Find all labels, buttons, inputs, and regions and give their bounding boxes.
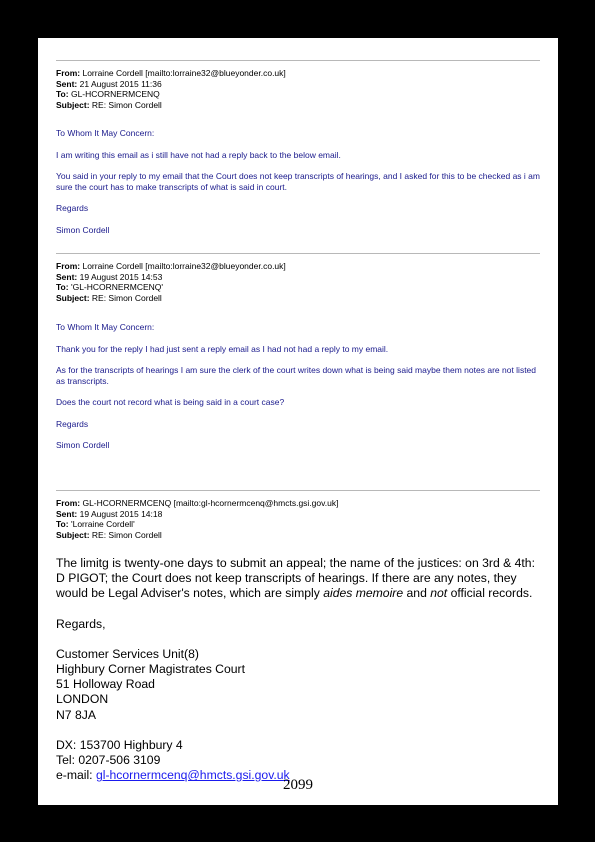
signature: Simon Cordell — [56, 440, 110, 450]
to-value: 'Lorraine Cordell' — [70, 519, 135, 529]
body-text: The limitg is twenty-one days to submit an appeal; the name of the justices: on 3rd & 4th: D PIGOT; the Court does not keep transcripts of hearings. If there are any notes, they would be Legal Adviser's notes, which are simply — [56, 556, 535, 601]
closing: Regards, — [56, 616, 106, 631]
page-number: 2099 — [283, 777, 313, 793]
sent-value: 19 August 2015 14:18 — [79, 508, 163, 519]
address-line: 51 Holloway Road — [56, 677, 155, 692]
sent-label: Sent: — [56, 78, 78, 89]
to-label: To: — [56, 89, 69, 99]
body-paragraph: I am writing this email as i still have not had a reply back to the below email. — [56, 149, 341, 160]
body-text: and — [403, 586, 431, 601]
divider-email-2 — [56, 253, 540, 254]
body-emphasis: not — [430, 586, 448, 601]
dx-line: DX: 153700 Highbury 4 — [56, 737, 183, 752]
body-paragraph: Does the court not record what is being said in a court case? — [56, 397, 285, 407]
sent-value: 19 August 2015 14:53 — [79, 271, 163, 282]
from-value: Lorraine Cordell [mailto:lorraine32@blueyonder.co.uk] — [82, 68, 286, 78]
email-1-header — [56, 68, 540, 110]
sent-label: Sent: — [56, 508, 78, 519]
subject-value: RE: Simon Cordell — [91, 529, 162, 540]
address-line: Customer Services Unit(8) — [56, 646, 199, 661]
sent-label: Sent: — [56, 271, 78, 282]
to-label: To: — [56, 519, 69, 529]
subject-label: Subject: — [56, 292, 90, 303]
from-value: GL-HCORNERMCENQ [mailto:gl-hcornermcenq@hmcts.gsi.gov.uk] — [82, 498, 339, 508]
email-label: e-mail: — [56, 768, 96, 783]
body-emphasis: aides memoire — [323, 586, 404, 601]
email-3-header — [56, 498, 540, 540]
from-label: From: — [56, 498, 81, 508]
subject-value: RE: Simon Cordell — [91, 292, 162, 303]
body-paragraph: As for the transcripts of hearings I am sure the clerk of the court writes down what is being said maybe them notes are not listed as transcripts. — [56, 365, 537, 386]
signature: Simon Cordell — [56, 224, 110, 235]
address-line: LONDON — [56, 692, 109, 707]
address-line: N7 8JA — [56, 707, 96, 722]
email-3-body — [56, 556, 540, 783]
divider-email-3 — [56, 490, 540, 491]
document-page — [38, 38, 558, 805]
subject-value: RE: Simon Cordell — [91, 99, 162, 110]
from-label: From: — [56, 68, 81, 78]
email-2-body — [56, 322, 540, 462]
sent-value: 21 August 2015 11:36 — [79, 78, 162, 89]
to-value: 'GL-HCORNERMCENQ' — [70, 282, 163, 292]
address-line: Highbury Corner Magistrates Court — [56, 662, 245, 677]
from-value: Lorraine Cordell [mailto:lorraine32@blueyonder.co.uk] — [82, 261, 286, 271]
to-label: To: — [56, 282, 69, 292]
greeting: To Whom It May Concern: — [56, 128, 155, 138]
email-1-body — [56, 128, 540, 246]
greeting: To Whom It May Concern: — [56, 322, 155, 332]
email-link[interactable]: gl-hcornermcenq@hmcts.gsi.gov.uk — [95, 768, 290, 783]
divider-email-1 — [56, 60, 540, 61]
closing: Regards — [56, 203, 89, 213]
body-text: official records. — [447, 586, 533, 601]
body-paragraph: Thank you for the reply I had just sent a reply email as I had not had a reply to my email. — [56, 343, 389, 354]
body-paragraph: You said in your reply to my email that the Court does not keep transcripts of hearings, and I asked for this to be checked as i am sure the court has to make transcripts of what is said in court. — [56, 171, 540, 192]
subject-label: Subject: — [56, 99, 90, 110]
subject-label: Subject: — [56, 529, 90, 540]
body-paragraph — [56, 556, 540, 602]
from-label: From: — [56, 261, 81, 271]
tel-line: Tel: 0207-506 3109 — [56, 753, 161, 768]
closing: Regards — [56, 418, 89, 429]
email-2-header — [56, 261, 540, 303]
to-value: GL-HCORNERMCENQ — [70, 89, 160, 99]
